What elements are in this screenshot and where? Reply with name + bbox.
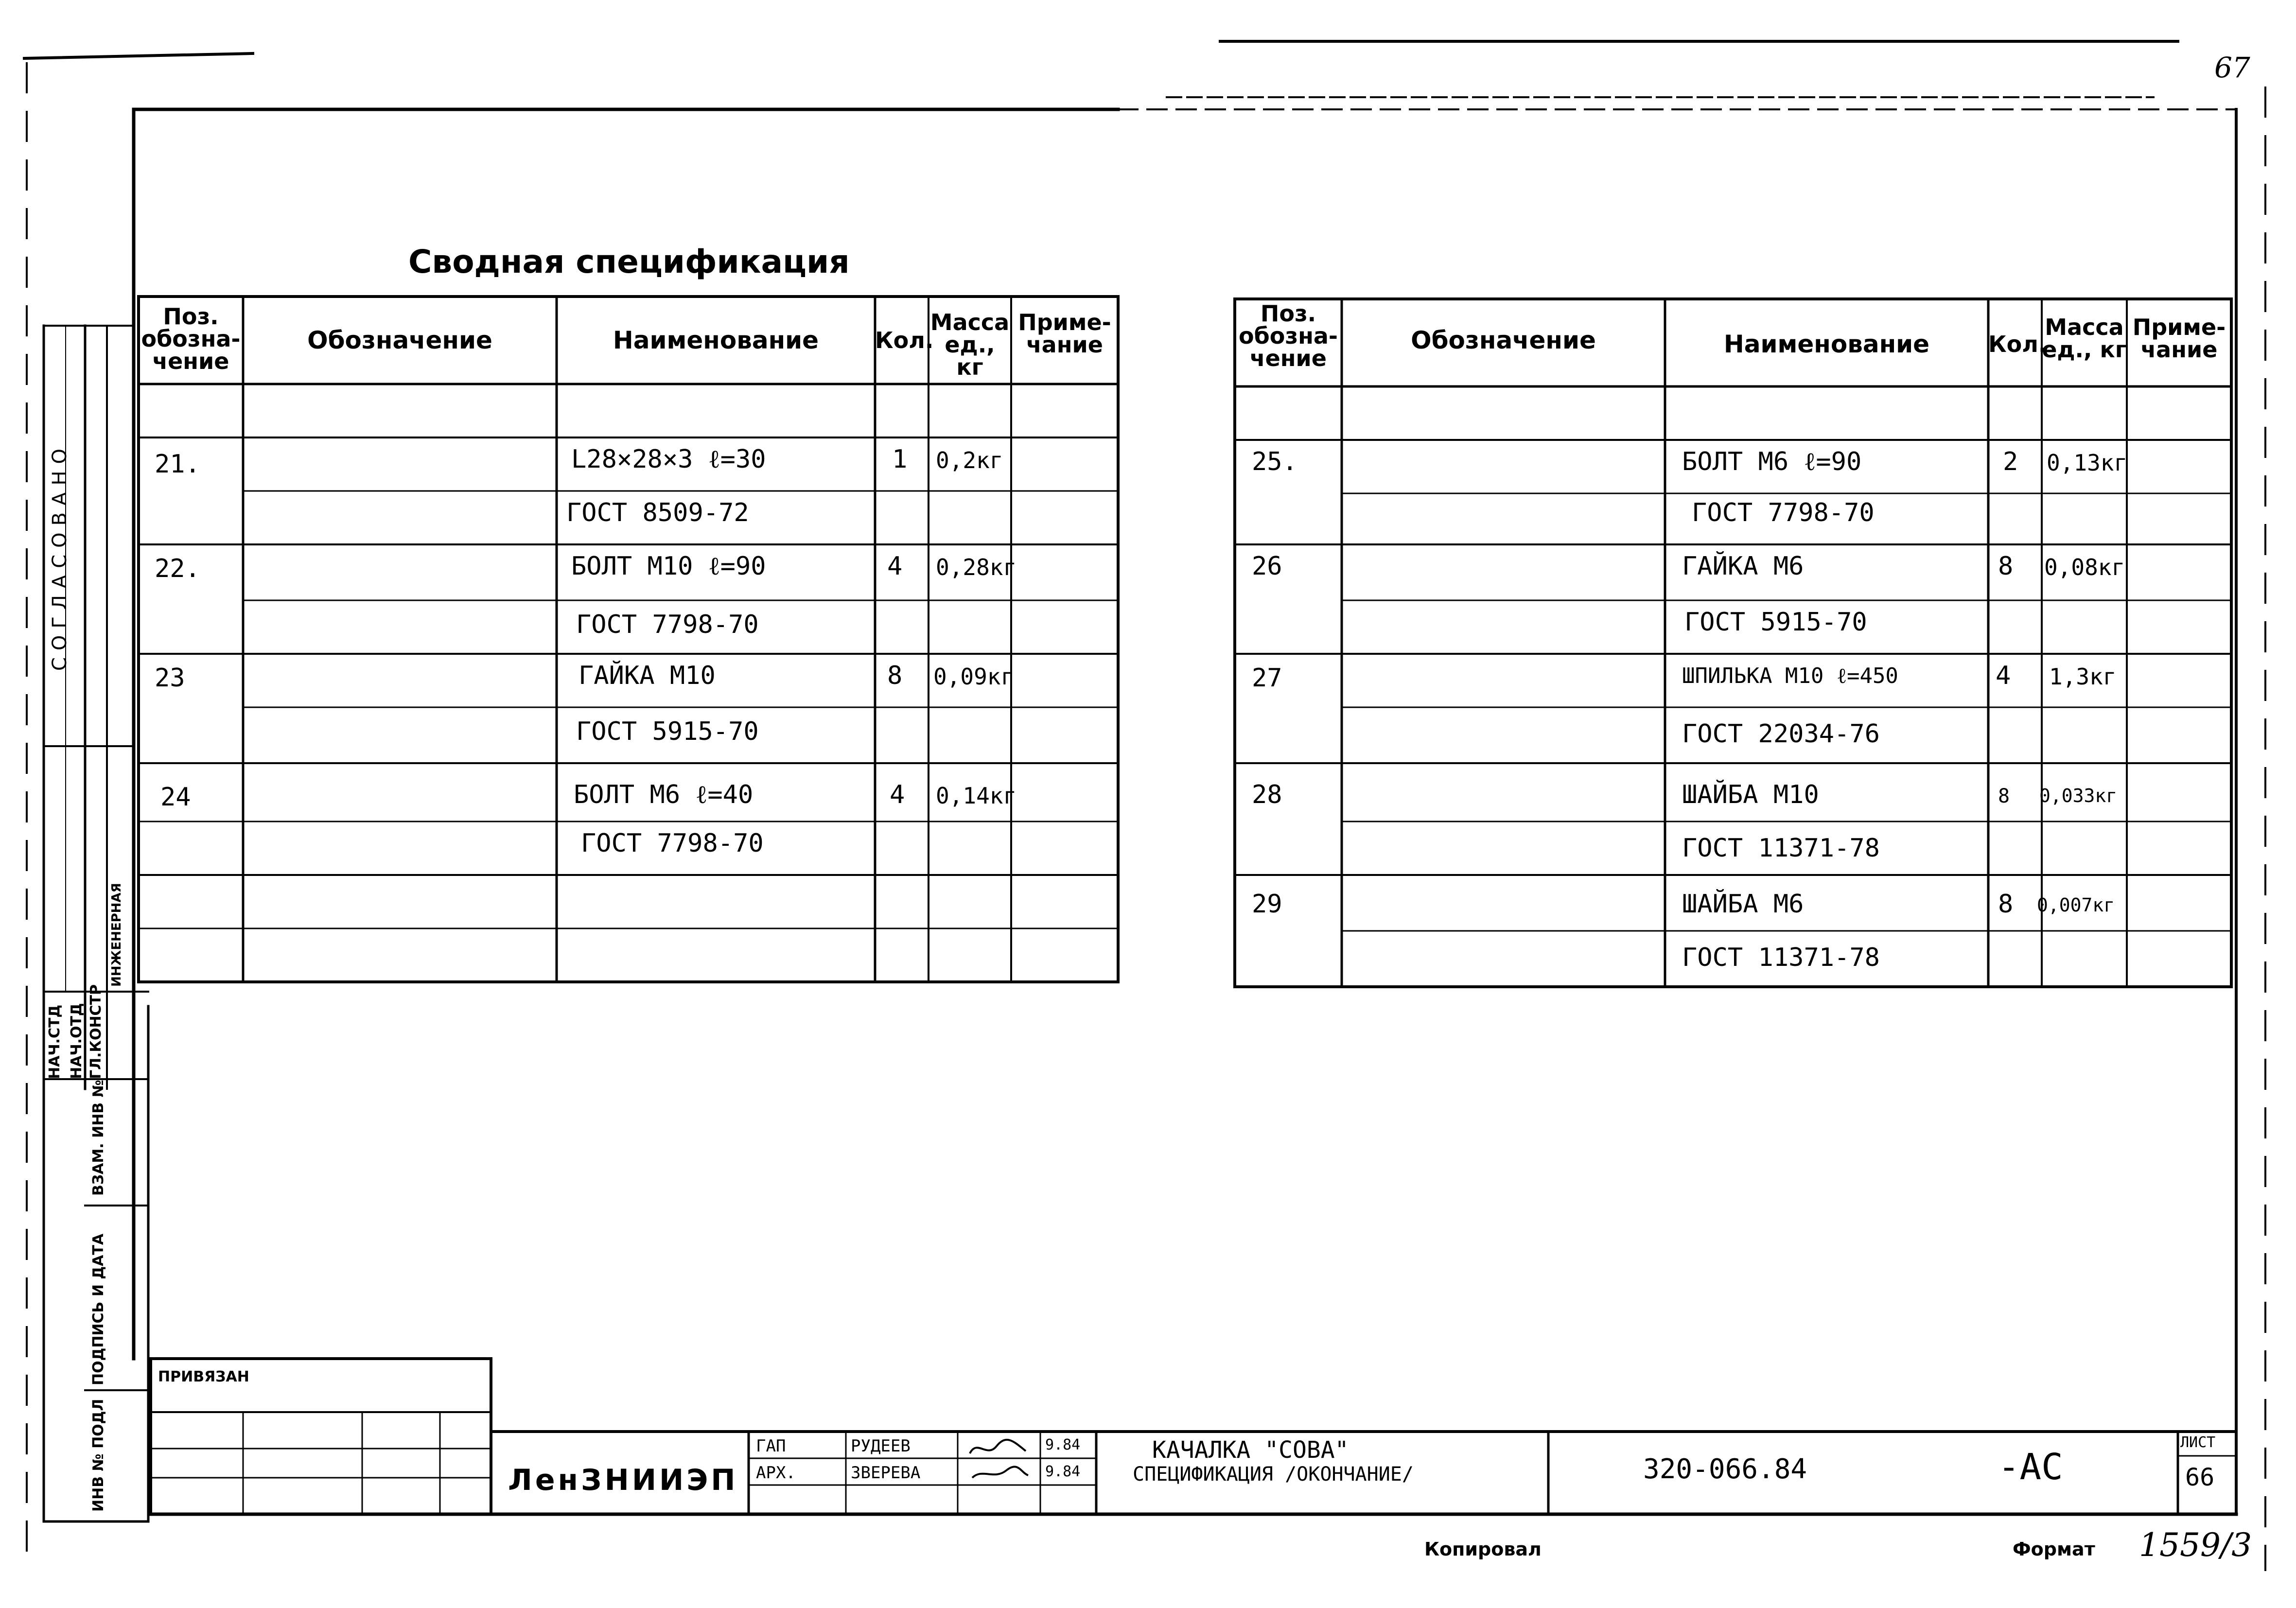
dept-label-4: ИНЖЕНЕРНАЯ: [109, 883, 124, 987]
page-number: 67: [2214, 51, 2250, 84]
row-qty: 8: [1998, 552, 2014, 581]
row-mass: 0,007кг: [2037, 894, 2115, 916]
row-gost: ГОСТ 7798-70: [1692, 498, 1875, 527]
col-pos-header: [1235, 302, 1342, 369]
col-pos-line1: Поз.: [1260, 300, 1316, 327]
copied-label: Копировал: [1424, 1538, 1542, 1560]
row-gost: ГОСТ 5915-70: [576, 717, 759, 746]
row-name: ГАЙКА М10: [578, 661, 716, 690]
page-title: Сводная спецификация: [408, 243, 850, 280]
row-pos: 25.: [1252, 447, 1297, 476]
row-name: БОЛТ М6 ℓ=40: [574, 780, 754, 809]
dept-label-2: НАЧ.ОТД: [68, 1003, 85, 1079]
col-qty-header: Кол.: [1988, 331, 2047, 357]
col-pos-line2: обозна-: [141, 326, 241, 352]
col-mass-header: [2042, 316, 2127, 361]
col-name-header: Наименование: [1723, 330, 1930, 358]
col-pos-line3: чение: [152, 348, 229, 374]
agreed-label: СОГЛАСОВАНО: [49, 441, 71, 671]
row-pos: 26: [1252, 552, 1282, 581]
organization-name: ЛенЗНИИЭП: [508, 1463, 738, 1497]
col-note-line1: Приме-: [1018, 309, 1111, 335]
row-qty: 4: [1996, 661, 2011, 690]
format-label: Формат: [2013, 1538, 2095, 1560]
format-value: 1559/3: [2139, 1526, 2252, 1564]
row-gost: ГОСТ 11371-78: [1682, 943, 1880, 972]
row-qty: 2: [2003, 447, 2018, 476]
product-name: КАЧАЛКА "СОВА": [1152, 1436, 1349, 1464]
row-pos: 22.: [155, 554, 200, 583]
col-pos-header: [139, 305, 243, 372]
col-note-line1: Приме-: [2132, 314, 2226, 340]
row-pos: 23: [155, 664, 185, 693]
col-note-line2: чание: [1026, 332, 1103, 358]
document-title: СПЕЦИФИКАЦИЯ /ОКОНЧАНИЕ/: [1133, 1463, 1414, 1486]
row-name: ШПИЛЬКА М10 ℓ=450: [1682, 664, 1898, 688]
row-qty: 8: [1998, 890, 2014, 919]
col-designation-header: Обозначение: [307, 326, 492, 354]
inv-orig-label: ИНВ № ПОДЛ: [90, 1398, 107, 1512]
row-name: БОЛТ М10 ℓ=90: [571, 552, 766, 581]
row-mass: 0,09кг: [933, 664, 1015, 690]
row-gost: ГОСТ 22034-76: [1682, 719, 1880, 749]
sign-date-label: ПОДПИСЬ И ДАТА: [90, 1233, 107, 1385]
col-note-header: [2127, 316, 2231, 361]
row-pos: 29: [1252, 890, 1282, 919]
col-mass-header: [929, 311, 1011, 378]
row-name: БОЛТ М6 ℓ=90: [1682, 447, 1862, 476]
col-pos-line3: чение: [1250, 345, 1327, 371]
row-name: ГАЙКА М6: [1682, 552, 1804, 581]
row-pos: 28: [1252, 780, 1282, 809]
date-arch: 9.84: [1045, 1463, 1081, 1480]
row-name: ШАЙБА М6: [1682, 890, 1804, 919]
row-gost: ГОСТ 5915-70: [1684, 608, 1867, 637]
row-qty: 4: [890, 780, 905, 809]
row-name: ШАЙБА М10: [1682, 780, 1819, 809]
col-name-header: Наименование: [613, 326, 819, 354]
row-mass: 1,3кг: [2049, 664, 2117, 690]
role-arch: АРХ.: [756, 1463, 796, 1483]
row-pos: 21.: [155, 450, 200, 479]
name-gap: РУДЕЕВ: [851, 1436, 911, 1456]
sheet-number: 66: [2185, 1463, 2215, 1491]
role-gap: ГАП: [756, 1436, 786, 1456]
row-name: L28×28×3 ℓ=30: [571, 445, 766, 474]
row-gost: ГОСТ 11371-78: [1682, 834, 1880, 863]
row-mass: 0,28кг: [936, 554, 1017, 580]
dept-label-3: ГЛ.КОНСТР: [88, 984, 105, 1079]
document-code: 320-066.84: [1643, 1453, 1807, 1485]
row-mass: 0,2кг: [936, 447, 1003, 473]
row-gost: ГОСТ 7798-70: [576, 610, 759, 639]
col-note-header: [1011, 311, 1118, 356]
row-qty: 1: [892, 445, 908, 474]
col-note-line2: чание: [2140, 336, 2218, 363]
col-pos-line2: обозна-: [1239, 323, 1338, 349]
row-gost: ГОСТ 7798-70: [581, 829, 764, 858]
col-mass-line2: ед., кг: [2042, 336, 2127, 363]
sheet-label: ЛИСТ: [2180, 1434, 2216, 1451]
binding-label: ПРИВЯЗАН: [158, 1368, 249, 1385]
signature-icon: [967, 1436, 1031, 1485]
row-qty: 4: [887, 552, 903, 581]
row-mass: 0,14кг: [936, 783, 1017, 809]
col-mass-line2: ед., кг: [945, 332, 995, 380]
row-mass: 0,13кг: [2047, 450, 2128, 476]
row-mass: 0,033кг: [2039, 785, 2118, 806]
dept-label-1: НАЧ.СТД: [46, 1004, 63, 1079]
date-gap: 9.84: [1045, 1436, 1081, 1453]
row-gost: ГОСТ 8509-72: [566, 498, 749, 527]
col-mass-line1: Масса: [930, 309, 1010, 335]
col-designation-header: Обозначение: [1411, 326, 1596, 354]
row-pos: 24: [160, 783, 191, 812]
col-mass-line1: Масса: [2045, 314, 2124, 340]
document-suffix: -АС: [1998, 1446, 2063, 1488]
row-qty: 8: [1998, 785, 2010, 807]
name-arch: ЗВЕРЕВА: [851, 1463, 921, 1483]
col-pos-line1: Поз.: [163, 303, 219, 330]
inv-swap-label: ВЗАМ. ИНВ №: [90, 1080, 107, 1196]
row-qty: 8: [887, 661, 903, 690]
row-mass: 0,08кг: [2044, 554, 2125, 580]
col-qty-header: Кол.: [875, 327, 934, 353]
row-pos: 27: [1252, 664, 1282, 693]
